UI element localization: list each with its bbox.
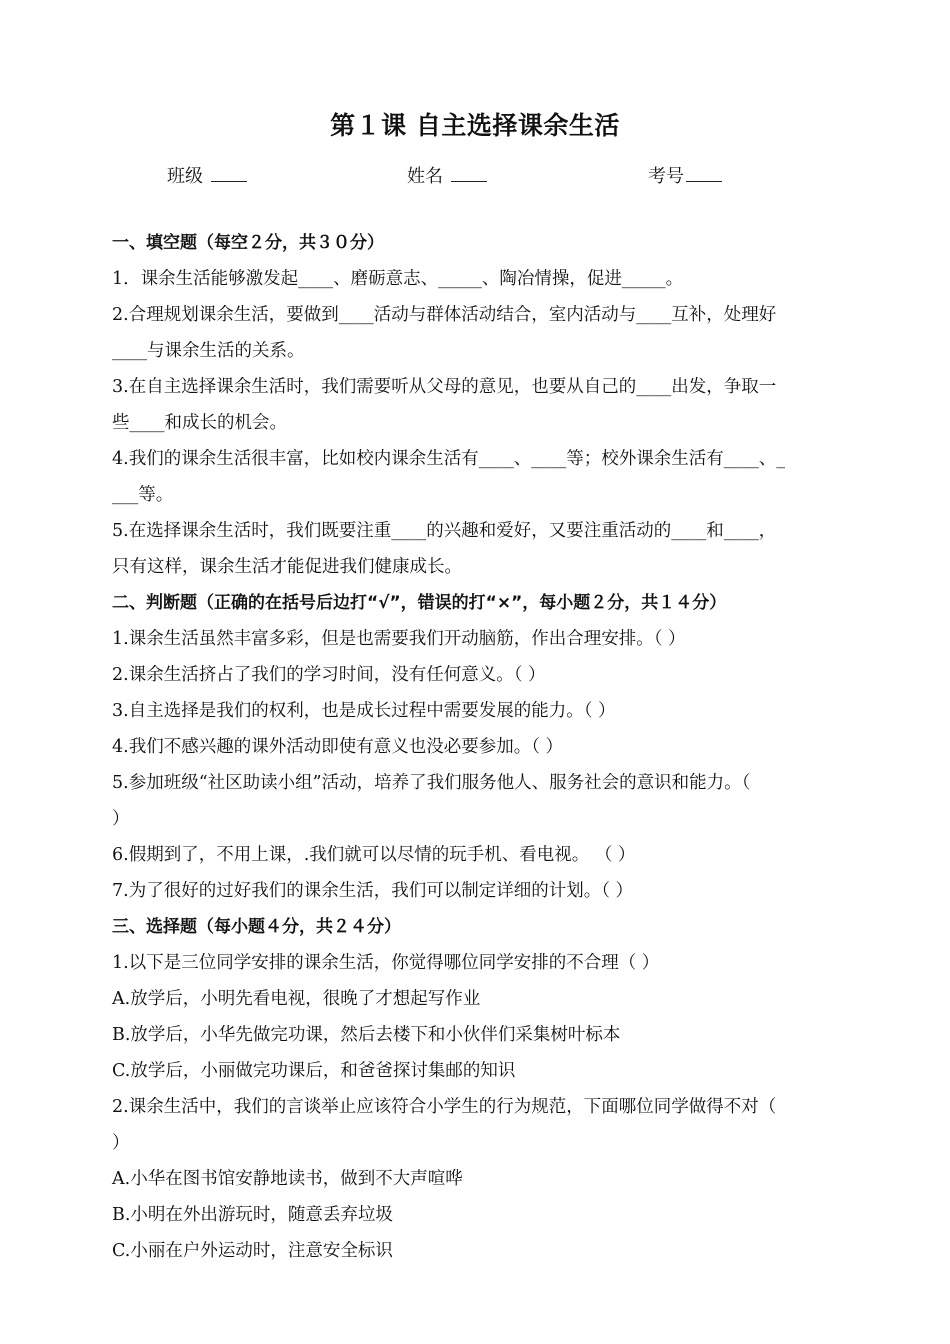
class-field	[167, 162, 247, 188]
question-line: 4.我们不感兴趣的课外活动即使有意义也没必要参加。（ ）	[112, 737, 564, 757]
id-label: 考号	[648, 166, 684, 187]
question-line: ）	[112, 809, 130, 829]
question-line: ____与课余生活的关系。	[112, 341, 305, 361]
question-line: C.放学后，小丽做完功课后，和爸爸探讨集邮的知识	[112, 1061, 516, 1081]
section-heading: 二、判断题（正确的在括号后边打“√”，错误的打“×”，每小题２分，共１４分）	[112, 593, 727, 613]
question-body	[112, 225, 842, 1269]
question-line: 6.假期到了，不用上课，.我们就可以尽情的玩手机、看电视。 （ ）	[112, 845, 636, 865]
question-line: A.小华在图书馆安静地读书，做到不大声喧哗	[112, 1169, 463, 1189]
question-line: 2.课余生活中，我们的言谈举止应该符合小学生的行为规范，下面哪位同学做得不对（	[112, 1097, 777, 1117]
id-blank[interactable]	[686, 165, 722, 182]
question-line: 5.参加班级“社区助读小组”活动，培养了我们服务他人、服务社会的意识和能力。（	[112, 773, 751, 793]
name-blank[interactable]	[451, 165, 487, 182]
question-line: 1.课余生活虽然丰富多彩，但是也需要我们开动脑筋，作出合理安排。（ ）	[112, 629, 686, 649]
question-line: 3.自主选择是我们的权利，也是成长过程中需要发展的能力。（ ）	[112, 701, 616, 721]
question-line: 5.在选择课余生活时，我们既要注重____的兴趣和爱好，又要注重活动的____和____，	[112, 521, 777, 541]
name-field	[407, 162, 487, 188]
question-line: ）	[112, 1133, 130, 1153]
class-label: 班级	[167, 166, 203, 187]
page-title: 第１课 自主选择课余生活	[330, 111, 620, 140]
question-line: B.小明在外出游玩时，随意丢弃垃圾	[112, 1205, 393, 1225]
class-blank[interactable]	[211, 165, 247, 182]
section-heading: 一、填空题（每空２分，共３０分）	[112, 233, 384, 253]
question-line: 2.课余生活挤占了我们的学习时间，没有任何意义。（ ）	[112, 665, 546, 685]
question-line: 1.以下是三位同学安排的课余生活，你觉得哪位同学安排的不合理（ ）	[112, 953, 660, 973]
question-line: A.放学后，小明先看电视，很晚了才想起写作业	[112, 989, 481, 1009]
name-label: 姓名	[407, 166, 443, 187]
question-line: 只有这样，课余生活才能促进我们健康成长。	[112, 557, 462, 577]
question-line: 2.合理规划课余生活，要做到____活动与群体活动结合，室内活动与____互补，处理好	[112, 305, 777, 325]
question-line: 3.在自主选择课余生活时，我们需要听从父母的意见，也要从自己的____出发，争取一	[112, 377, 777, 397]
question-line: ___等。	[112, 485, 174, 505]
question-line: 1．课余生活能够激发起____、磨砺意志、_____、陶冶情操，促进_____。	[112, 269, 684, 289]
section-heading: 三、选择题（每小题４分，共２４分）	[112, 917, 401, 937]
question-line: 4.我们的课余生活很丰富，比如校内课余生活有____、____等；校外课余生活有____、_	[112, 449, 785, 469]
question-line: B.放学后，小华先做完功课，然后去楼下和小伙伴们采集树叶标本	[112, 1025, 621, 1045]
question-line: 7.为了很好的过好我们的课余生活，我们可以制定详细的计划。（ ）	[112, 881, 634, 901]
id-field	[648, 162, 722, 188]
question-line: 些____和成长的机会。	[112, 413, 287, 433]
question-line: C.小丽在户外运动时，注意安全标识	[112, 1241, 393, 1261]
